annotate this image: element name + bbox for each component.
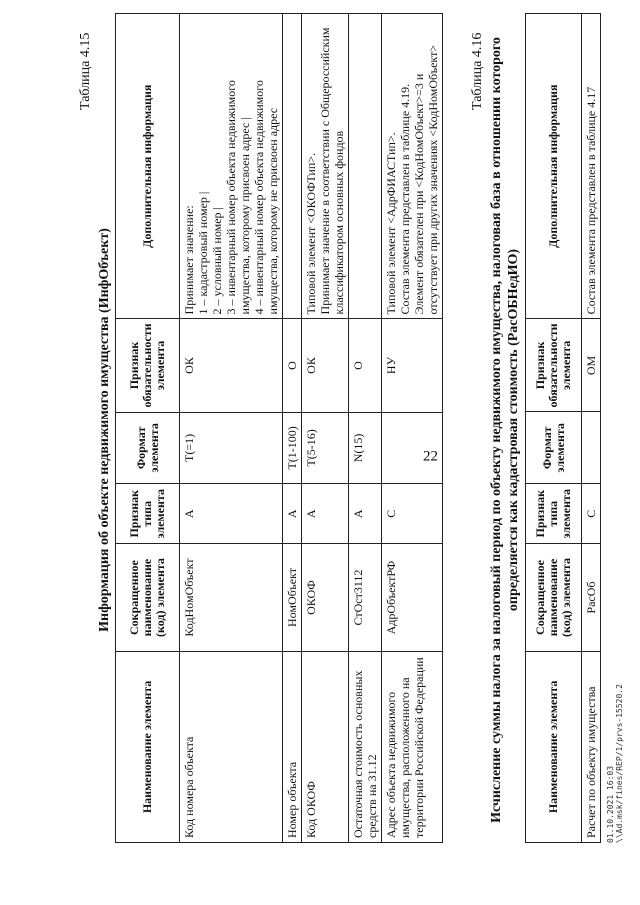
cell-type: А [302, 484, 349, 544]
cell-format [382, 412, 443, 484]
header-cell: Сокращенное наименование (код) элемента [116, 544, 180, 652]
header-cell: Формат элемента [526, 412, 582, 484]
object-info-table [115, 13, 443, 843]
cell-name: Код номера объекта [180, 651, 283, 842]
cell-type: С [382, 484, 443, 544]
page-number: 22 [423, 448, 438, 465]
header-cell: Признак типа элемента [526, 484, 582, 544]
tax-calc-table [525, 13, 601, 843]
cell-code: СтОст3112 [349, 544, 382, 652]
cell-code: ОКОФ [302, 544, 349, 652]
cell-name: Расчет по объекту имущества [582, 651, 601, 842]
table-row [382, 14, 443, 843]
cell-name: Остаточная стоимость основных средств на 31.12 [349, 651, 382, 842]
cell-info: Типовой элемент <АдрФИАСТип>. Состав элемента представлен в таблице 4.19. Элемент обязателен при <КодНомОбъект>=3 и отсутствует при других значениях <КодНомОбъект> [382, 14, 443, 319]
cell-code: НомОбъект [283, 544, 302, 652]
table-row [180, 14, 283, 843]
cell-format [582, 412, 601, 484]
cell-required: О [283, 319, 302, 412]
cell-format: Т(=1) [180, 412, 283, 484]
cell-type: А [180, 484, 283, 544]
table-header-row [116, 14, 180, 843]
cell-format: N(15) [349, 412, 382, 484]
cell-type: А [349, 484, 382, 544]
cell-required: НУ [382, 319, 443, 412]
cell-code: КодНомОбъект [180, 544, 283, 652]
cell-info [349, 14, 382, 319]
header-cell: Формат элемента [116, 412, 180, 484]
cell-type: А [283, 484, 302, 544]
cell-format: Т(1-100) [283, 412, 302, 484]
table-row [302, 14, 349, 843]
table-title: Информация об объекте недвижимого имущества (ИнфОбъект) [97, 228, 112, 632]
header-cell: Признак обязательности элемента [526, 319, 582, 412]
header-cell: Наименование элемента [526, 651, 582, 842]
table-label: Таблица 4.16 [470, 32, 485, 110]
header-cell: Наименование элемента [116, 651, 180, 842]
table-row [582, 14, 601, 843]
header-cell: Сокращенное наименование (код) элемента [526, 544, 582, 652]
cell-info: Принимает значение: 1 – кадастровый номер | 2 – условный номер | 3 – инвентарный номер объекта недвижимого имущества, которому присвоен адрес | 4 – инвентарный номер объекта недвижимого имущества, которому не присвоен адрес [180, 14, 283, 319]
cell-type: С [582, 484, 601, 544]
cell-required: ОМ [582, 319, 601, 412]
header-cell: Дополнительная информация [526, 14, 582, 319]
table-row [349, 14, 382, 843]
cell-name: Код ОКОФ [302, 651, 349, 842]
header-cell: Дополнительная информация [116, 14, 180, 319]
table-label: Таблица 4.15 [78, 32, 93, 110]
cell-required: ОК [302, 319, 349, 412]
cell-name: Адрес объекта недвижимого имущества, расположенного на территории Российской Федерации [382, 651, 443, 842]
header-cell: Признак типа элемента [116, 484, 180, 544]
cell-required: О [349, 319, 382, 412]
cell-info: Состав элемента представлен в таблице 4.17 [582, 14, 601, 319]
table-header-row [526, 14, 582, 843]
cell-name: Номер объекта [283, 651, 302, 842]
cell-code: АдрОбъектРФ [382, 544, 443, 652]
table-title: Исчисление суммы налога за налоговый период по объекту недвижимого имущества, налоговая база в отношении которого определяется как кадастровая стоимость (РасОБНедИО) [489, 37, 521, 823]
cell-info [283, 14, 302, 319]
cell-code: РасОб [582, 544, 601, 652]
header-cell: Признак обязательности элемента [116, 319, 180, 412]
cell-info: Типовой элемент <ОКОФТип>. Принимает значение в соответствии с Общероссийским классификатором основных фондов [302, 14, 349, 319]
cell-required: ОК [180, 319, 283, 412]
cell-format: Т(5-16) [302, 412, 349, 484]
print-stamp: 01.10.2021 16:03 \\Ad.msk/fines/REP/1/prvs-15520.2 [606, 684, 624, 843]
table-row [283, 14, 302, 843]
